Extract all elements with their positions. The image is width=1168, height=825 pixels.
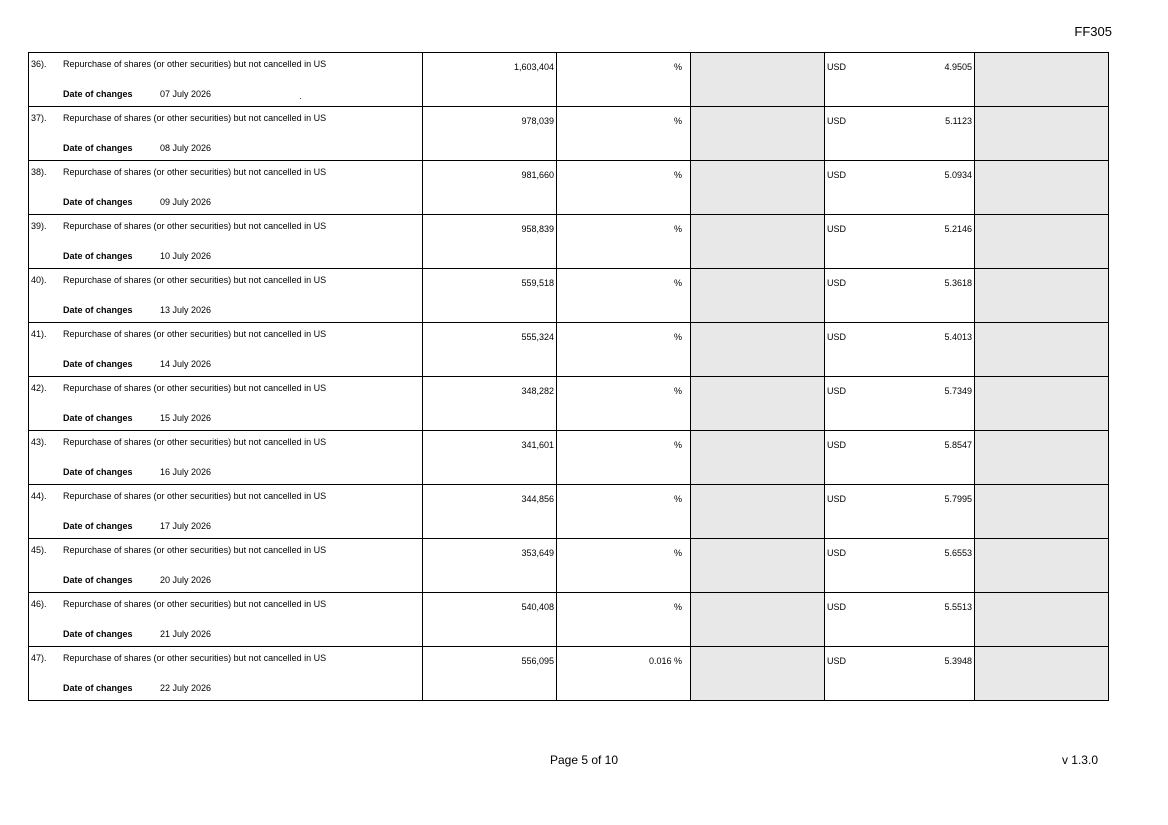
description-cell [29,647,423,701]
price-cell [825,323,975,377]
quantity-cell [423,593,557,647]
percent-cell [557,53,691,107]
percent-value: % [673,332,682,342]
change-description: Repurchase of shares (or other securities) but not cancelled in US [63,653,327,663]
row-number: 45). [31,545,47,555]
date-value: 15 July 2026 [160,413,212,423]
quantity-cell [423,431,557,485]
change-description: Repurchase of shares (or other securities) but not cancelled in US [63,59,327,69]
date-label: Date of changes [63,683,133,693]
quantity-cell [423,107,557,161]
date-value: 13 July 2026 [160,305,212,315]
date-label: Date of changes [63,521,133,531]
shaded-cell [691,431,825,485]
currency-code: USD [827,602,847,612]
date-label: Date of changes [63,89,133,99]
percent-value: % [673,224,682,234]
currency-code: USD [827,278,847,288]
form-code: FF305 [1074,24,1112,39]
table-row [29,215,1109,269]
percent-value: % [673,62,682,72]
percent-value: % [673,548,682,558]
description-cell [29,323,423,377]
currency-code: USD [827,494,847,504]
shaded-cell [691,377,825,431]
price-value: 5.3618 [944,278,972,288]
date-label: Date of changes [63,467,133,477]
date-label: Date of changes [63,413,133,423]
date-value: 07 July 2026 [160,89,212,99]
percent-cell [557,107,691,161]
change-description: Repurchase of shares (or other securities) but not cancelled in US [63,383,327,393]
table-row [29,269,1109,323]
price-value: 4.9505 [944,62,972,72]
table-row [29,53,1109,107]
price-cell [825,539,975,593]
row-number: 38). [31,167,47,177]
quantity-value: 981,660 [521,170,554,180]
date-label: Date of changes [63,197,133,207]
description-cell [29,485,423,539]
shaded-cell [975,323,1109,377]
description-cell [29,377,423,431]
currency-code: USD [827,224,847,234]
shaded-cell [975,377,1109,431]
table-row [29,107,1109,161]
change-description: Repurchase of shares (or other securities) but not cancelled in US [63,491,327,501]
shaded-cell [691,593,825,647]
description-cell [29,107,423,161]
table-row [29,647,1109,701]
table-body [29,53,1109,701]
percent-cell [557,323,691,377]
quantity-cell [423,215,557,269]
quantity-value: 556,095 [521,656,554,666]
price-cell [825,485,975,539]
table-row [29,431,1109,485]
quantity-value: 559,518 [521,278,554,288]
currency-code: USD [827,332,847,342]
percent-cell [557,539,691,593]
shaded-cell [691,323,825,377]
shaded-cell [691,161,825,215]
currency-code: USD [827,170,847,180]
currency-code: USD [827,656,847,666]
quantity-value: 958,839 [521,224,554,234]
price-value: 5.7349 [944,386,972,396]
quantity-value: 353,649 [521,548,554,558]
quantity-value: 341,601 [521,440,554,450]
price-value: 5.6553 [944,548,972,558]
quantity-cell [423,323,557,377]
price-cell [825,647,975,701]
percent-value: % [673,278,682,288]
date-label: Date of changes [63,251,133,261]
quantity-value: 978,039 [521,116,554,126]
quantity-cell [423,53,557,107]
percent-cell [557,269,691,323]
shaded-cell [975,593,1109,647]
share-changes-table [28,52,1109,701]
percent-cell [557,647,691,701]
currency-code: USD [827,440,847,450]
shaded-cell [691,53,825,107]
table-row [29,485,1109,539]
change-description: Repurchase of shares (or other securities) but not cancelled in US [63,275,327,285]
price-value: 5.1123 [945,116,972,126]
date-value: 20 July 2026 [160,575,212,585]
price-value: 5.8547 [944,440,972,450]
row-number: 37). [31,113,47,123]
price-cell [825,107,975,161]
percent-cell [557,215,691,269]
date-value: 17 July 2026 [160,521,212,531]
percent-cell [557,485,691,539]
row-number: 47). [31,653,47,663]
version-label: v 1.3.0 [1061,753,1098,767]
price-cell [825,215,975,269]
percent-cell [557,161,691,215]
table-row [29,539,1109,593]
shaded-cell [691,647,825,701]
date-label: Date of changes [63,359,133,369]
shaded-cell [975,647,1109,701]
date-value: 09 July 2026 [160,197,212,207]
table-row [29,593,1109,647]
shaded-cell [975,485,1109,539]
shaded-cell [691,269,825,323]
currency-code: USD [827,62,847,72]
currency-code: USD [827,548,847,558]
price-cell [825,377,975,431]
price-cell [825,269,975,323]
description-cell [29,269,423,323]
percent-value: % [673,170,682,180]
row-number: 39). [31,221,47,231]
price-value: 5.4013 [944,332,972,342]
percent-cell [557,431,691,485]
price-value: 5.7995 [944,494,972,504]
date-value: 14 July 2026 [160,359,212,369]
description-cell [29,539,423,593]
price-cell [825,161,975,215]
shaded-cell [691,539,825,593]
quantity-cell [423,647,557,701]
shaded-cell [975,269,1109,323]
shaded-cell [975,431,1109,485]
shaded-cell [975,161,1109,215]
date-value: 21 July 2026 [160,629,212,639]
description-cell [29,53,423,107]
quantity-cell [423,539,557,593]
table-row [29,323,1109,377]
date-label: Date of changes [63,575,133,585]
shaded-cell [975,53,1109,107]
currency-code: USD [827,116,847,126]
price-cell [825,593,975,647]
percent-value: % [673,386,682,396]
row-number: 36). [31,59,47,69]
percent-value: % [673,602,682,612]
date-value: 16 July 2026 [160,467,212,477]
quantity-value: 344,856 [521,494,554,504]
date-label: Date of changes [63,143,133,153]
percent-cell [557,377,691,431]
price-cell [825,431,975,485]
change-description: Repurchase of shares (or other securities) but not cancelled in US [63,599,327,609]
quantity-value: 540,408 [521,602,554,612]
date-value: 10 July 2026 [160,251,212,261]
price-value: 5.3948 [944,656,972,666]
description-cell [29,215,423,269]
table-row [29,161,1109,215]
shaded-cell [691,485,825,539]
percent-value: % [673,440,682,450]
quantity-cell [423,269,557,323]
description-cell [29,431,423,485]
row-number: 42). [31,383,47,393]
percent-cell [557,593,691,647]
date-value: 22 July 2026 [160,683,212,693]
quantity-value: 1,603,404 [513,62,554,72]
description-cell [29,161,423,215]
date-label: Date of changes [63,305,133,315]
row-number: 40). [31,275,47,285]
price-cell [825,53,975,107]
shaded-cell [975,215,1109,269]
percent-value: % [673,116,682,126]
change-description: Repurchase of shares (or other securities) but not cancelled in US [63,329,327,339]
shaded-cell [691,107,825,161]
shaded-cell [975,107,1109,161]
price-value: 5.0934 [944,170,972,180]
change-description: Repurchase of shares (or other securities) but not cancelled in US [63,167,327,177]
currency-code: USD [827,386,847,396]
table-row [29,377,1109,431]
percent-value: % [673,494,682,504]
price-value: 5.5513 [944,602,972,612]
row-number: 46). [31,599,47,609]
percent-value: 0.016 % [648,656,682,666]
change-description: Repurchase of shares (or other securities) but not cancelled in US [63,545,327,555]
quantity-value: 348,282 [521,386,554,396]
quantity-cell [423,377,557,431]
quantity-value: 555,324 [521,332,554,342]
quantity-cell [423,485,557,539]
stray-dot [300,98,301,99]
date-label: Date of changes [63,629,133,639]
change-description: Repurchase of shares (or other securities) but not cancelled in US [63,221,327,231]
row-number: 44). [31,491,47,501]
shaded-cell [691,215,825,269]
page-number: Page 5 of 10 [549,753,619,767]
change-description: Repurchase of shares (or other securities) but not cancelled in US [63,437,327,447]
quantity-cell [423,161,557,215]
date-value: 08 July 2026 [160,143,212,153]
description-cell [29,593,423,647]
change-description: Repurchase of shares (or other securities) but not cancelled in US [63,113,327,123]
row-number: 43). [31,437,47,447]
row-number: 41). [31,329,47,339]
price-value: 5.2146 [944,224,972,234]
shaded-cell [975,539,1109,593]
